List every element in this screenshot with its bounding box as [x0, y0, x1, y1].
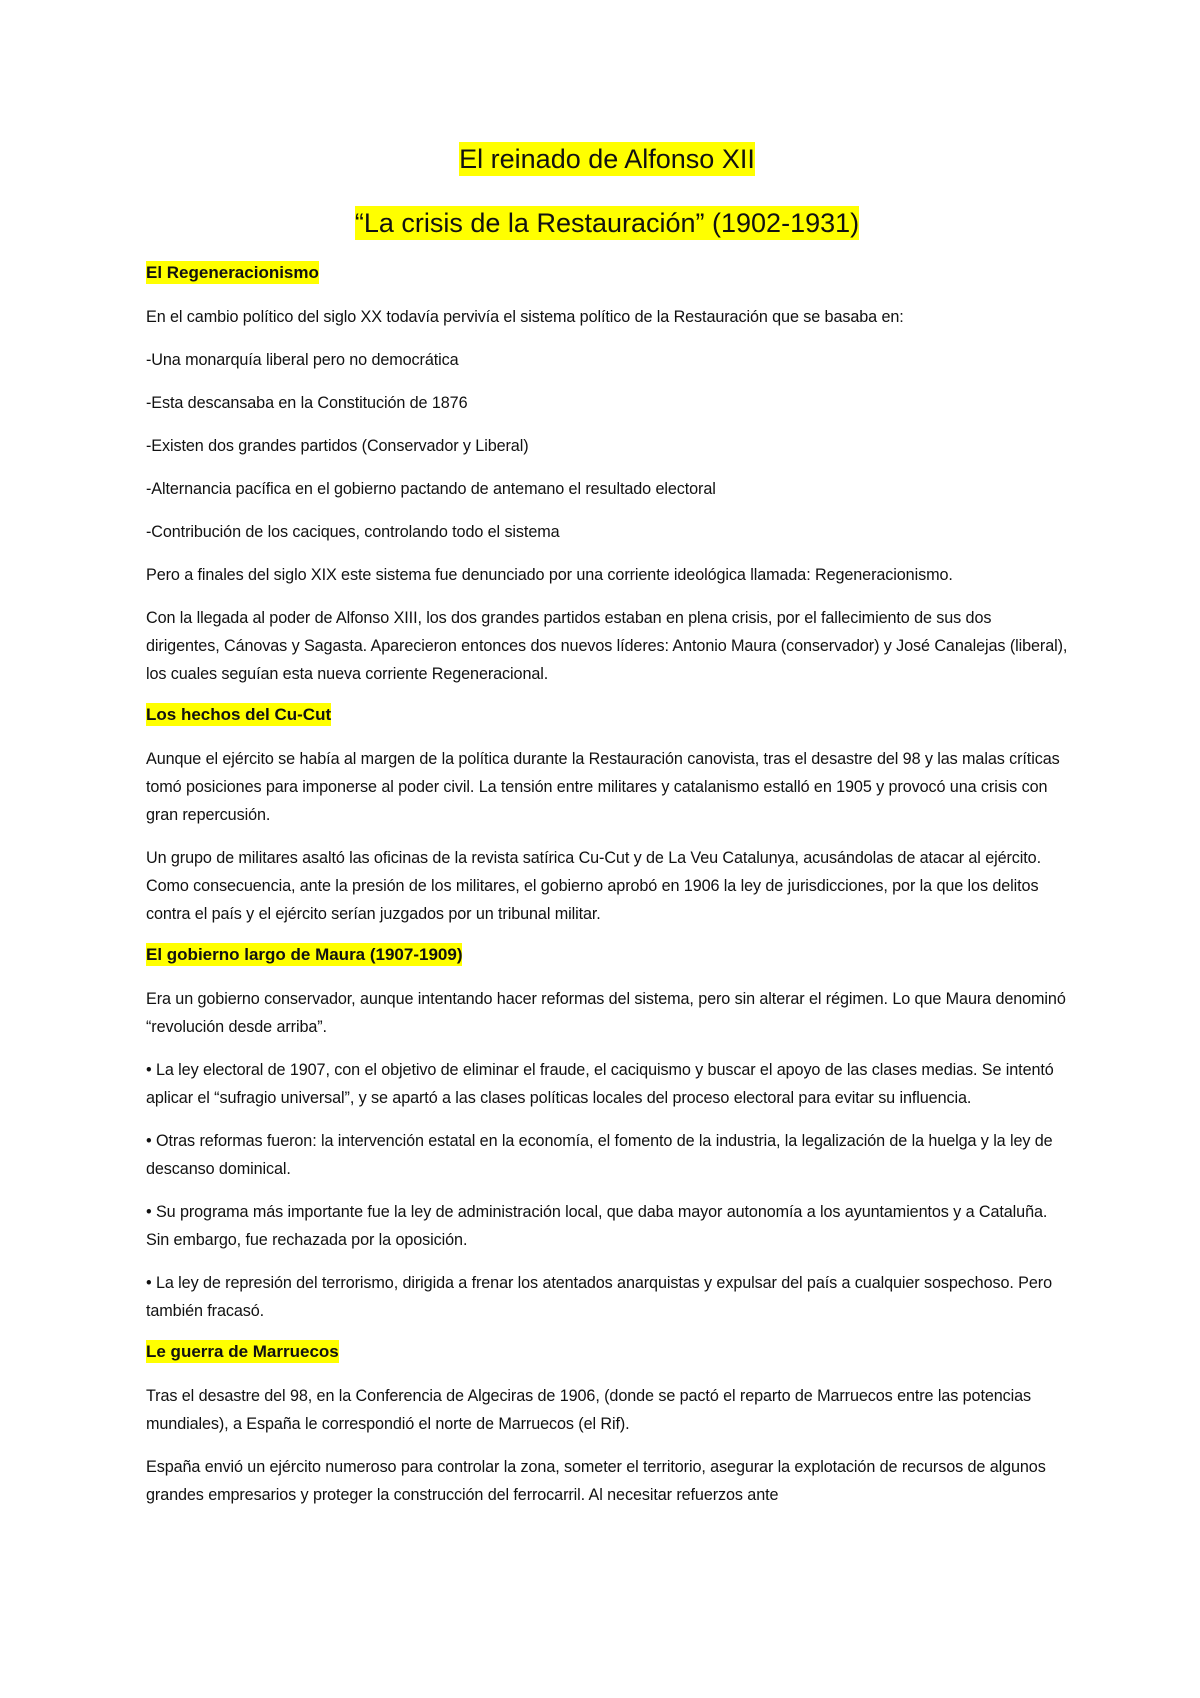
subtitle-block — [146, 206, 1068, 261]
list-item: -Una monarquía liberal pero no democrática — [146, 351, 459, 369]
list-item: -Alternancia pacífica en el gobierno pactando de antemano el resultado electoral — [146, 480, 716, 498]
list-item: -Existen dos grandes partidos (Conservador y Liberal) — [146, 437, 529, 455]
document-title: El reinado de Alfonso XII — [459, 144, 755, 174]
paragraph: Tras el desastre del 98, en la Conferencia de Algeciras de 1906, (donde se pactó el reparto de Marruecos entre las potencias mundiales), a España le correspondió el norte de Marruecos (el Rif). — [146, 1387, 1032, 1433]
bullet-item: • La ley electoral de 1907, con el objetivo de eliminar el fraude, el caciquismo y buscar el apoyo de las clases medias. Se intentó aplicar el “sufragio universal”, y se apartó a las clases políticas locales del proceso electoral para evitar su influencia. — [146, 1061, 1054, 1107]
section-heading-guerra-marruecos: Le guerra de Marruecos — [146, 1342, 339, 1361]
section-heading-block — [146, 1340, 1068, 1363]
title-block — [146, 142, 1068, 206]
paragraph: Un grupo de militares asaltó las oficinas de la revista satírica Cu-Cut y de La Veu Catalunya, acusándolas de atacar al ejército. Como consecuencia, ante la presión de los militares, el gobierno aprobó en 1906 la ley de jurisdicciones, por la que los delitos contra el país y el ejército serían juzgados por un tribunal militar. — [146, 849, 1041, 923]
paragraph: Pero a finales del siglo XIX este sistema fue denunciado por una corriente ideológica llamada: Regeneracionismo. — [146, 566, 953, 584]
section-heading-cu-cut: Los hechos del Cu-Cut — [146, 705, 332, 724]
section-heading-block — [146, 703, 1068, 726]
paragraph: Con la llegada al poder de Alfonso XIII, los dos grandes partidos estaban en plena crisis, por el fallecimiento de sus dos dirigentes, Cánovas y Sagasta. Aparecieron entonces dos nuevos líderes: Antonio Maura (conservador) y José Canalejas (liberal), los cuales seguían esta nueva corriente Regeneracional. — [146, 609, 1068, 683]
document-subtitle: “La crisis de la Restauración” (1902-1931) — [354, 208, 860, 238]
bullet-item: • Su programa más importante fue la ley de administración local, que daba mayor autonomía a los ayuntamientos y a Cataluña. Sin embargo, fue rechazada por la oposición. — [146, 1203, 1048, 1249]
bullet-item: • Otras reformas fueron: la intervención estatal en la economía, el fomento de la industria, la legalización de la huelga y la ley de descanso dominical. — [146, 1132, 1053, 1178]
bullet-item: • La ley de represión del terrorismo, dirigida a frenar los atentados anarquistas y expulsar del país a cualquier sospechoso. Pero también fracasó. — [146, 1274, 1052, 1320]
section-heading-regeneracionismo: El Regeneracionismo — [146, 263, 319, 282]
list-item: -Contribución de los caciques, controlando todo el sistema — [146, 523, 560, 541]
list-item: -Esta descansaba en la Constitución de 1876 — [146, 394, 468, 412]
paragraph: Era un gobierno conservador, aunque intentando hacer reformas del sistema, pero sin alterar el régimen. Lo que Maura denominó “revolución desde arriba”. — [146, 990, 1066, 1036]
paragraph: España envió un ejército numeroso para controlar la zona, someter el territorio, asegurar la explotación de recursos de algunos grandes empresarios y proteger la construcción del ferrocarril. Al necesitar refuerzos ante — [146, 1458, 1046, 1504]
paragraph: Aunque el ejército se había al margen de la política durante la Restauración canovista, tras el desastre del 98 y las malas críticas tomó posiciones para imponerse al poder civil. La tensión entre militares y catalanismo estalló en 1905 y provocó una crisis con gran repercusión. — [146, 750, 1060, 824]
section-heading-block — [146, 943, 1068, 966]
section-heading-gobierno-maura: El gobierno largo de Maura (1907-1909) — [146, 945, 463, 964]
section-heading-block — [146, 261, 1068, 284]
paragraph: En el cambio político del siglo XX todavía pervivía el sistema político de la Restauración que se basaba en: — [146, 308, 904, 326]
